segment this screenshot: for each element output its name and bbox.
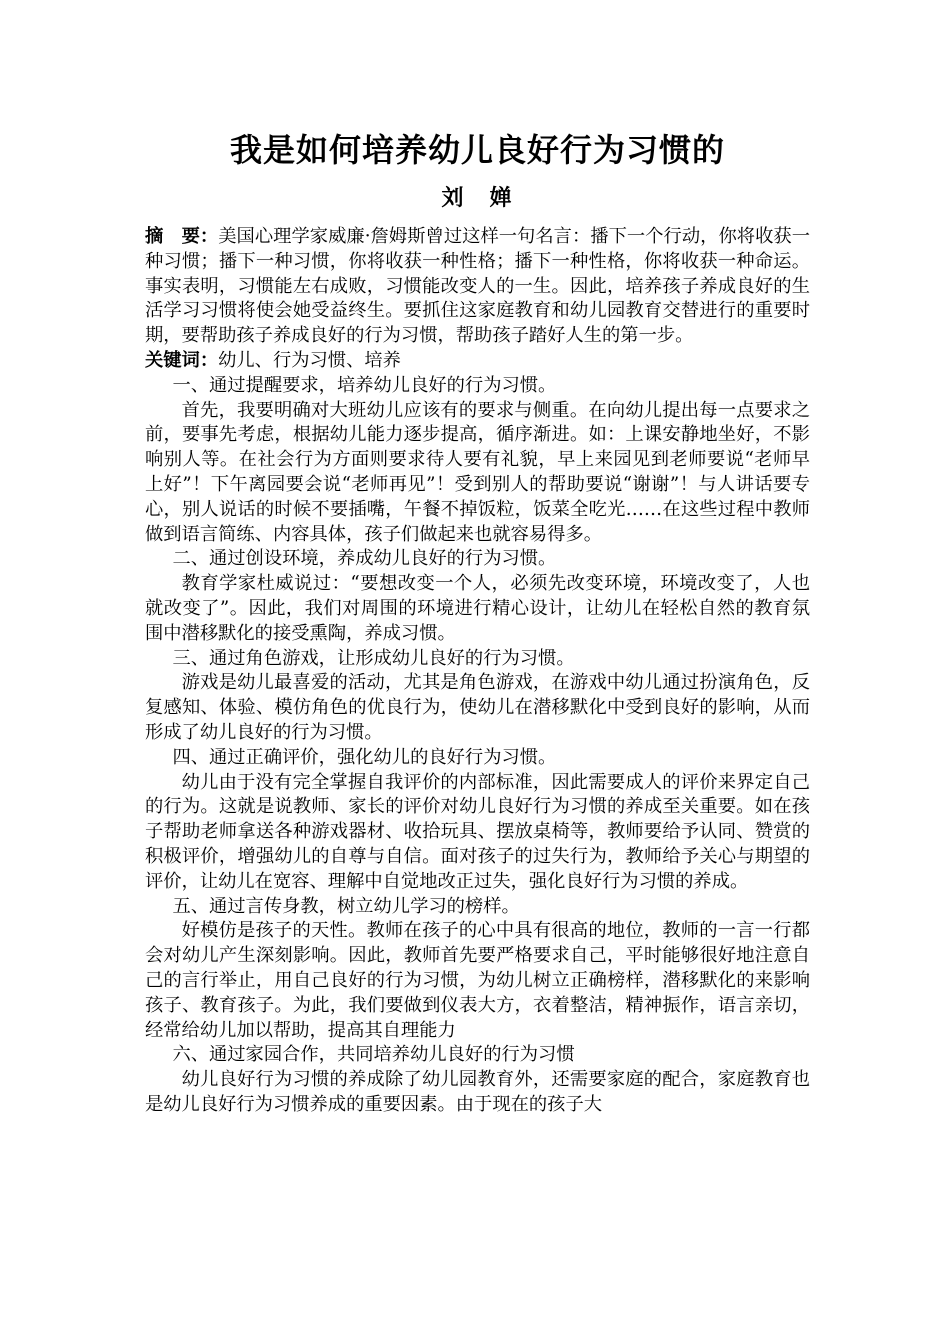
document-title: 我是如何培养幼儿良好行为习惯的: [229, 131, 725, 169]
keywords-label: 关键词：: [145, 349, 219, 371]
keywords-text: 幼儿、行为习惯、培养: [218, 349, 401, 371]
section-heading: 三、通过角色游戏，让形成幼儿良好的行为习惯。: [172, 647, 575, 669]
author-name: 刘 婵: [441, 186, 514, 211]
section-heading: 一、通过提醒要求，培养幼儿良好的行为习惯。: [172, 374, 557, 396]
section-paragraph: 幼儿由于没有完全掌握自我评价的内部标准，因此需要成人的评价来界定自己的行为。这就是说教师、家长的评价对幼儿良好行为习惯的养成至关重要。如在孩子帮助老师拿送各种游戏器材、收拾玩具、摆放桌椅等，教师要给予认同、赞赏的积极评价，增强幼儿的自尊与自信。面对孩子的过失行为，教师给予关心与期望的评价，让幼儿在宽容、理解中自觉地改正过失，强化良好行为习惯的养成。: [145, 771, 810, 892]
section-heading: 四、通过正确评价，强化幼儿的良好行为习惯。: [172, 746, 557, 768]
section-paragraph: 首先，我要明确对大班幼儿应该有的要求与侧重。在向幼儿提出每一点要求之前，要事先考虑，根据幼儿能力逐步提高，循序渐进。如：上课安静地坐好，不影响别人等。在社会行为方面则要求待人要有礼貌，早上来园见到老师要说“老师早上好”！下午离园要会说“老师再见”！受到别人的帮助要说“谢谢”！与人讲话要专心，别人说话的时候不要插嘴，午餐不掉饭粒，饭菜全吃光……在这些过程中教师做到语言简练、内容具体，孩子们做起来也就容易得多。: [145, 399, 810, 545]
section-heading: 六、通过家园合作，共同培养幼儿良好的行为习惯: [172, 1044, 575, 1066]
section-paragraph: 幼儿良好行为习惯的养成除了幼儿园教育外，还需要家庭的配合，家庭教育也是幼儿良好行为习惯养成的重要因素。由于现在的孩子大: [145, 1069, 810, 1115]
section-heading: 二、通过创设环境，养成幼儿良好的行为习惯。: [172, 548, 557, 570]
section-heading: 五、通过言传身教，树立幼儿学习的榜样。: [172, 895, 520, 917]
abstract-text: 美国心理学家威廉·詹姆斯曾过这样一句名言：播下一个行动，你将收获一种习惯；播下一种习惯，你将收获一种性格；播下一种性格，你将收获一种命运。事实表明，习惯能左右成败，习惯能改变人的一生。因此，培养孩子养成良好的生活学习习惯将使会她受益终生。要抓住这家庭教育和幼儿园教育交替进行的重要时期，要帮助孩子养成良好的行为习惯，帮助孩子踏好人生的第一步。: [145, 226, 811, 347]
section-paragraph: 好模仿是孩子的天性。教师在孩子的心中具有很高的地位，教师的一言一行都会对幼儿产生深刻影响。因此，教师首先要严格要求自己，平时能够很好地注意自己的言行举止，用自己良好的行为习惯，为幼儿树立正确榜样，潜移默化的来影响孩子、教育孩子。为此，我们要做到仪表大方，衣着整洁，精神振作，语言亲切，经常给幼儿加以帮助，提高其自理能力: [145, 920, 810, 1041]
section-paragraph: 教育学家杜威说过：“要想改变一个人，必须先改变环境，环境改变了，人也就改变了”。因此，我们对周围的环境进行精心设计，让幼儿在轻松自然的教育氛围中潜移默化的接受熏陶，养成习惯。: [145, 573, 810, 644]
abstract: [145, 225, 810, 349]
document-body: [145, 225, 810, 1118]
keywords: [145, 349, 810, 374]
section-paragraph: 游戏是幼儿最喜爱的活动，尤其是角色游戏，在游戏中幼儿通过扮演角色，反复感知、体验、模仿角色的优良行为，使幼儿在潜移默化中受到良好的影响，从而形成了幼儿良好的行为习惯。: [145, 672, 810, 743]
document-page: [145, 128, 810, 1118]
abstract-label: 摘 要：: [145, 226, 219, 247]
